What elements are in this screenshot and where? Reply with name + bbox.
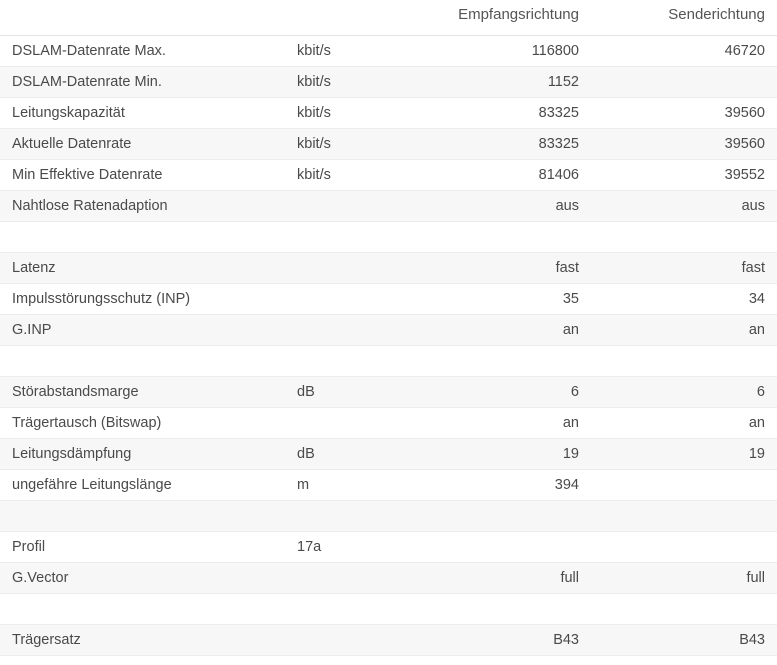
- table-row: [0, 191, 777, 222]
- table-row: [0, 408, 777, 439]
- cell-parameter: Trägersatz: [0, 625, 285, 656]
- cell-downstream: full: [405, 563, 591, 594]
- cell-unit: [285, 563, 405, 594]
- cell-upstream: aus: [591, 191, 777, 222]
- table-header-row: [0, 0, 777, 36]
- table-row: [0, 98, 777, 129]
- table-spacer-row: [0, 594, 777, 625]
- table-row: [0, 36, 777, 67]
- cell-downstream: 6: [405, 377, 591, 408]
- cell-upstream: [591, 346, 777, 377]
- cell-downstream: 83325: [405, 98, 591, 129]
- table-row: [0, 439, 777, 470]
- cell-downstream: fast: [405, 253, 591, 284]
- cell-downstream: [405, 346, 591, 377]
- cell-upstream: an: [591, 315, 777, 346]
- cell-parameter: Trägertausch (Bitswap): [0, 408, 285, 439]
- cell-downstream: [405, 501, 591, 532]
- cell-unit: [285, 625, 405, 656]
- cell-downstream: aus: [405, 191, 591, 222]
- cell-unit: kbit/s: [285, 129, 405, 160]
- cell-unit: [285, 408, 405, 439]
- cell-parameter: Leitungskapazität: [0, 98, 285, 129]
- cell-upstream: [591, 470, 777, 501]
- cell-upstream: B43: [591, 625, 777, 656]
- cell-unit: kbit/s: [285, 36, 405, 67]
- cell-parameter: Latenz: [0, 253, 285, 284]
- cell-upstream: 46720: [591, 36, 777, 67]
- cell-upstream: 34: [591, 284, 777, 315]
- cell-parameter: Aktuelle Datenrate: [0, 129, 285, 160]
- column-header-downstream: Empfangsrichtung: [405, 0, 591, 36]
- cell-unit: [285, 501, 405, 532]
- cell-parameter: Profil: [0, 532, 285, 563]
- cell-parameter: Leitungsdämpfung: [0, 439, 285, 470]
- cell-unit: [285, 222, 405, 253]
- cell-upstream: [591, 501, 777, 532]
- cell-upstream: 39552: [591, 160, 777, 191]
- table-row: [0, 67, 777, 98]
- cell-unit: 17a: [285, 532, 405, 563]
- cell-parameter: Störabstandsmarge: [0, 377, 285, 408]
- table-row: [0, 625, 777, 656]
- cell-upstream: full: [591, 563, 777, 594]
- cell-downstream: 35: [405, 284, 591, 315]
- cell-upstream: fast: [591, 253, 777, 284]
- cell-parameter: Impulsstörungsschutz (INP): [0, 284, 285, 315]
- cell-downstream: an: [405, 315, 591, 346]
- table-spacer-row: [0, 346, 777, 377]
- cell-downstream: [405, 532, 591, 563]
- cell-downstream: [405, 594, 591, 625]
- cell-unit: kbit/s: [285, 160, 405, 191]
- cell-downstream: an: [405, 408, 591, 439]
- cell-unit: [285, 594, 405, 625]
- cell-parameter: [0, 222, 285, 253]
- cell-downstream: 1152: [405, 67, 591, 98]
- cell-downstream: 19: [405, 439, 591, 470]
- cell-unit: [285, 191, 405, 222]
- column-header-upstream: Senderichtung: [591, 0, 777, 36]
- cell-unit: [285, 315, 405, 346]
- cell-upstream: an: [591, 408, 777, 439]
- cell-parameter: DSLAM-Datenrate Min.: [0, 67, 285, 98]
- cell-downstream: 394: [405, 470, 591, 501]
- column-header-unit: [285, 0, 405, 36]
- cell-unit: m: [285, 470, 405, 501]
- cell-upstream: [591, 532, 777, 563]
- table-row: [0, 532, 777, 563]
- cell-downstream: 81406: [405, 160, 591, 191]
- cell-upstream: [591, 594, 777, 625]
- cell-parameter: ungefähre Leitungslänge: [0, 470, 285, 501]
- cell-downstream: [405, 222, 591, 253]
- cell-downstream: 116800: [405, 36, 591, 67]
- cell-unit: dB: [285, 377, 405, 408]
- cell-unit: [285, 346, 405, 377]
- cell-upstream: [591, 67, 777, 98]
- cell-upstream: 19: [591, 439, 777, 470]
- cell-unit: kbit/s: [285, 67, 405, 98]
- cell-parameter: [0, 501, 285, 532]
- table-spacer-row: [0, 222, 777, 253]
- cell-parameter: DSLAM-Datenrate Max.: [0, 36, 285, 67]
- cell-unit: [285, 253, 405, 284]
- cell-parameter: Min Effektive Datenrate: [0, 160, 285, 191]
- table-body: [0, 36, 777, 656]
- cell-upstream: 6: [591, 377, 777, 408]
- cell-parameter: G.Vector: [0, 563, 285, 594]
- cell-upstream: 39560: [591, 98, 777, 129]
- table-header: [0, 0, 777, 36]
- cell-parameter: Nahtlose Ratenadaption: [0, 191, 285, 222]
- table-row: [0, 129, 777, 160]
- cell-unit: kbit/s: [285, 98, 405, 129]
- cell-parameter: [0, 346, 285, 377]
- table-row: [0, 563, 777, 594]
- table-row: [0, 160, 777, 191]
- cell-downstream: 83325: [405, 129, 591, 160]
- cell-parameter: [0, 594, 285, 625]
- cell-parameter: G.INP: [0, 315, 285, 346]
- cell-upstream: 39560: [591, 129, 777, 160]
- cell-unit: [285, 284, 405, 315]
- cell-upstream: [591, 222, 777, 253]
- column-header-parameter: [0, 0, 285, 36]
- table-row: [0, 253, 777, 284]
- table-row: [0, 284, 777, 315]
- cell-downstream: B43: [405, 625, 591, 656]
- cell-unit: dB: [285, 439, 405, 470]
- table-row: [0, 377, 777, 408]
- table-row: [0, 315, 777, 346]
- table-row: [0, 470, 777, 501]
- table-spacer-row: [0, 501, 777, 532]
